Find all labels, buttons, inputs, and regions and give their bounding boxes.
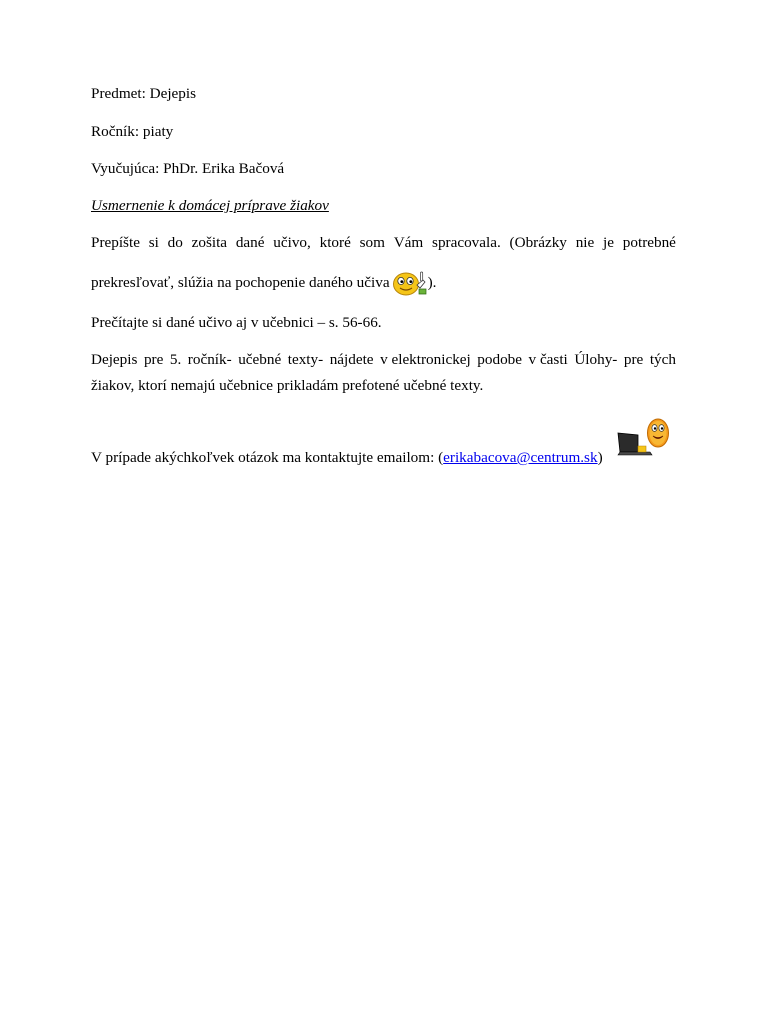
contact-line xyxy=(91,448,603,467)
teacher-line: Vyučujúca: PhDr. Erika Bačová xyxy=(91,160,285,177)
textbook-texts-word: Úlohy- xyxy=(574,351,618,368)
copy-instructions-word: ktoré xyxy=(319,234,351,251)
textbook-texts-line-2: žiakov, ktorí nemajú učebnice prikladám prefotené učebné texty. xyxy=(91,377,484,394)
copy-instructions-word: zošita xyxy=(191,234,228,251)
contact-closing: ) xyxy=(597,449,603,466)
copy-instructions-word: spracovala. xyxy=(432,234,501,251)
textbook-texts-word: nájdete xyxy=(329,351,374,368)
textbook-texts-word: podobe xyxy=(477,351,523,368)
copy-instructions-word: potrebné xyxy=(622,234,676,251)
copy-instructions-word: je xyxy=(603,234,614,251)
textbook-texts-word: učebné xyxy=(238,351,282,368)
copy-instructions-line-1 xyxy=(91,233,676,252)
copy-instructions-word: Vám xyxy=(393,234,424,251)
contact-section xyxy=(91,418,676,466)
textbook-texts-word: v časti xyxy=(528,351,568,368)
email-link[interactable]: erikabacova@centrum.sk xyxy=(443,449,598,466)
textbook-texts-word: pre xyxy=(143,351,164,368)
textbook-texts-word: v elektronickej xyxy=(380,351,471,368)
grade-line: Ročník: piaty xyxy=(91,123,174,140)
copy-instructions-word: nie xyxy=(575,234,595,251)
textbook-texts-word: 5. xyxy=(169,351,182,368)
textbook-texts-line-1 xyxy=(91,350,676,369)
copy-instructions-text: prekresľovať, slúžia na pochopenie daného učiva xyxy=(91,274,390,291)
textbook-reading-line: Prečítajte si dané učivo aj v učebnici – s. 56-66. xyxy=(91,314,382,331)
copy-instructions-word: som xyxy=(359,234,385,251)
copy-instructions-line-2 xyxy=(91,269,436,297)
subject-line: Predmet: Dejepis xyxy=(91,85,197,102)
copy-instructions-closing: ). xyxy=(427,274,437,291)
copy-instructions-word: učivo, xyxy=(273,234,311,251)
copy-instructions-word: Prepíšte xyxy=(91,234,140,251)
laptop-smiley-icon xyxy=(616,418,672,458)
textbook-texts-word: pre xyxy=(623,351,644,368)
smiley-pointing-icon xyxy=(392,269,428,297)
textbook-texts-word: texty- xyxy=(287,351,324,368)
textbook-texts-word: tých xyxy=(649,351,676,368)
copy-instructions-word: si xyxy=(148,234,159,251)
copy-instructions-paragraph xyxy=(91,233,676,291)
contact-text: V prípade akýchkoľvek otázok ma kontaktujte emailom: ( xyxy=(91,449,444,466)
textbook-texts-word: ročník- xyxy=(187,351,232,368)
copy-instructions-word: (Obrázky xyxy=(509,234,567,251)
textbook-texts-paragraph xyxy=(91,350,676,394)
textbook-texts-word: Dejepis xyxy=(91,351,138,368)
copy-instructions-word: dané xyxy=(235,234,265,251)
copy-instructions-word: do xyxy=(167,234,183,251)
instructions-heading: Usmernenie k domácej príprave žiakov xyxy=(91,197,329,214)
